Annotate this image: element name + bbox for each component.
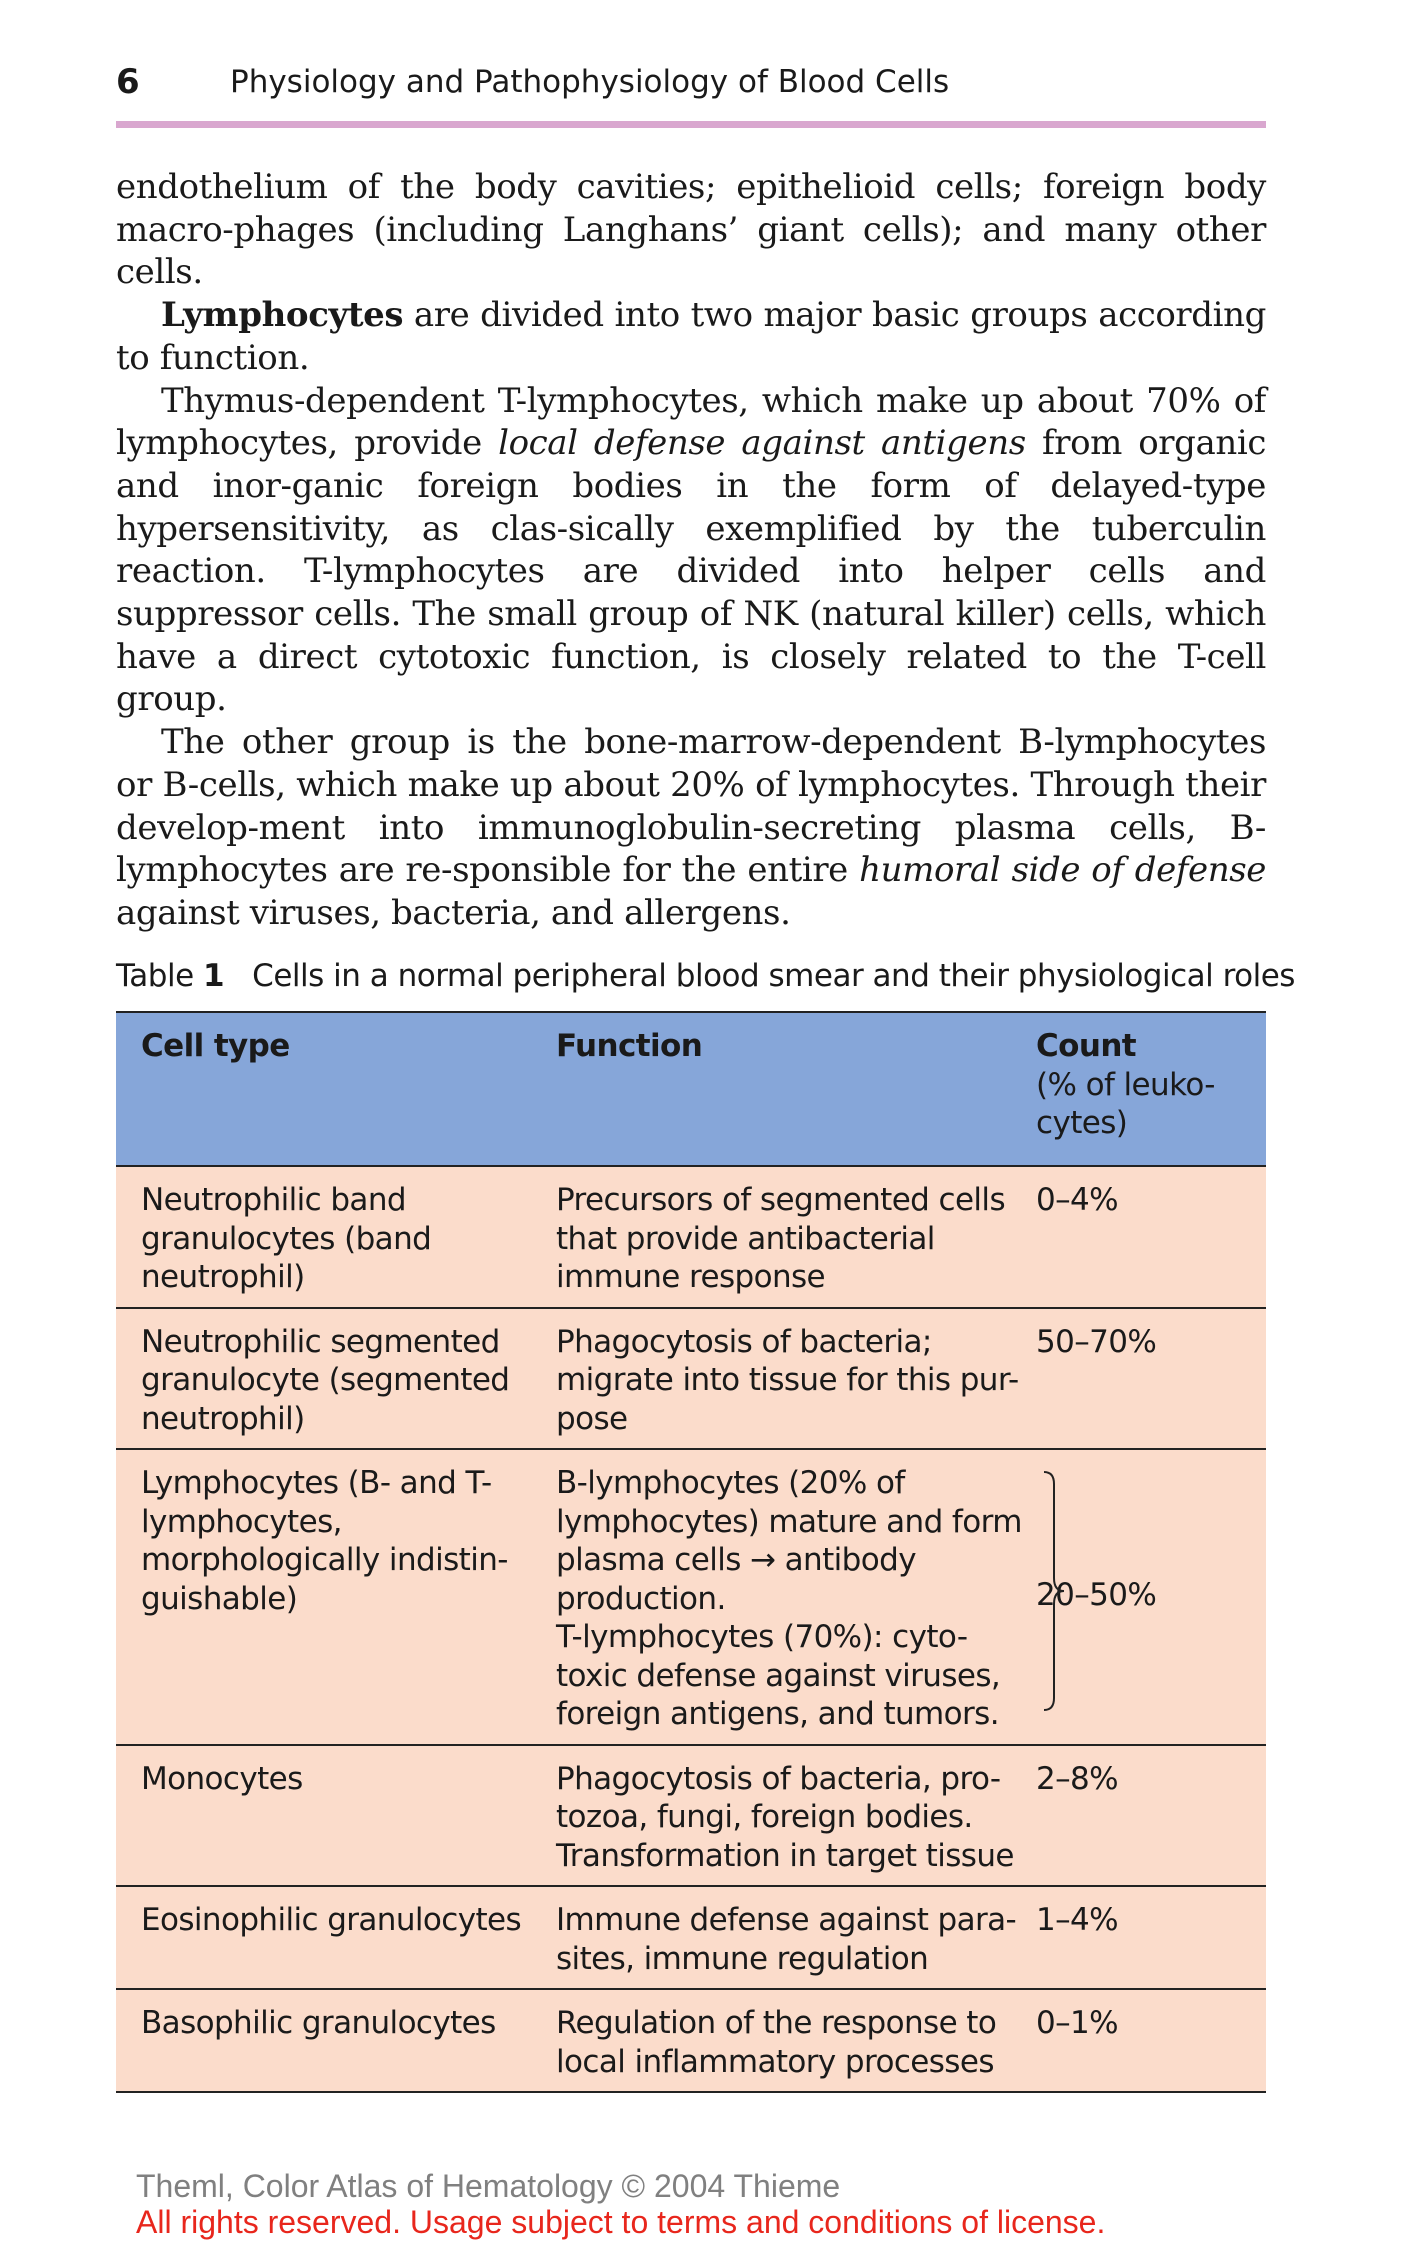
table-row xyxy=(116,1745,1266,1887)
page-header xyxy=(116,62,1266,102)
table-header-row xyxy=(116,1012,1266,1166)
cell-count: 2–8% xyxy=(1036,1760,1119,1797)
cell-type: Basophilic granulocytes xyxy=(141,2005,496,2041)
emphasis-humoral-defense: humoral side of defense xyxy=(859,850,1266,891)
cell-count: 1–4% xyxy=(1036,1902,1119,1938)
header-cell-type: Cell type xyxy=(141,1028,290,1064)
footer-copyright: Theml, Color Atlas of Hematology © 2004 Thieme xyxy=(136,2168,841,2204)
table-row xyxy=(116,1308,1266,1450)
running-title: Physiology and Pathophysiology of Blood Cells xyxy=(230,64,950,100)
cell-type: Neutrophilic band granulocytes (band neutrophil) xyxy=(141,1182,432,1295)
page-number: 6 xyxy=(116,62,140,102)
table-row xyxy=(116,1166,1266,1308)
cell-function xyxy=(556,1449,1036,1745)
cell-count: 50–70% xyxy=(1036,1323,1157,1360)
cell-type: Eosinophilic granulocytes xyxy=(141,1902,522,1938)
paragraph-2: Lymphocytes are divided into two major basic groups according to function. xyxy=(116,295,1266,378)
paragraph-3: Thymus-dependent T-lymphocytes, which make up about 70% of lymphocytes, provide local defense against antigens from organic and inor-ganic foreign bodies in the form of delayed-type hypersensitivity, as clas-sically exemplified by the tuberculin reaction. T-lymphocytes are divided into helper cells and suppressor cells. The small group of NK (natural killer) cells, which have a direct cytotoxic function, is closely related to the T-cell group. xyxy=(116,380,1266,720)
emphasis-local-defense: local defense against antigens xyxy=(498,423,1026,464)
term-lymphocytes: Lymphocytes xyxy=(161,295,404,336)
table-caption: Table 1 Cells in a normal peripheral blood smear and their physiological roles xyxy=(116,958,1295,994)
cell-type: Lymphocytes (B- and T-lymphocytes, morphologically indistin-guishable) xyxy=(141,1465,508,1617)
footer xyxy=(136,2168,1105,2240)
function-t-lymphocytes: T-lymphocytes (70%): cyto-toxic defense against viruses, foreign antigens, and tumors. xyxy=(556,1619,1001,1732)
paragraph-1: endothelium of the body cavities; epithelioid cells; foreign body macro-phages (including Langhans’ giant cells); and many other cells. xyxy=(116,167,1266,293)
table-row xyxy=(116,1989,1266,2092)
cell-function: Regulation of the response to local inflammatory processes xyxy=(556,2005,997,2080)
table-row xyxy=(116,1886,1266,1989)
cell-function: Phagocytosis of bacteria, pro-tozoa, fungi, foreign bodies. Transformation in target tissue xyxy=(556,1760,1014,1874)
table-title: Cells in a normal peripheral blood smear and their physiological roles xyxy=(252,958,1295,994)
table-number: 1 xyxy=(203,958,225,994)
footer-license: All rights reserved. Usage subject to terms and conditions of license. xyxy=(136,2204,1106,2240)
cell-type: Monocytes xyxy=(141,1760,303,1797)
header-count: Count (% of leuko-cytes) xyxy=(1036,1012,1266,1166)
paragraph-4: The other group is the bone-marrow-dependent B-lymphocytes or B-cells, which make up about 20% of lymphocytes. Through their develop-ment into immunoglobulin-secreting plasma cells, B-lymphocytes are re-sponsible for the entire humoral side of defense against viruses, bacteria, and allergens. xyxy=(116,722,1266,933)
body-text xyxy=(116,166,1266,935)
cell-function: Phagocytosis of bacteria; migrate into tissue for this pur-pose xyxy=(556,1323,1019,1437)
cell-count: 0–1% xyxy=(1036,2005,1119,2041)
header-count-sub: (% of leuko-cytes) xyxy=(1036,1066,1215,1141)
header-rule xyxy=(116,121,1266,128)
table-row xyxy=(116,1449,1266,1745)
function-b-lymphocytes: B-lymphocytes (20% of lymphocytes) mature and form plasma cells → antibody production. xyxy=(556,1465,1022,1617)
blood-cells-table xyxy=(116,1011,1266,2093)
cell-count: 0–4% xyxy=(1036,1182,1119,1218)
cell-type: Neutrophilic segmented granulocyte (segmented neutrophil) xyxy=(141,1323,510,1437)
header-function: Function xyxy=(556,1028,703,1064)
cell-count: 20–50% xyxy=(1036,1577,1157,1613)
cell-function: Precursors of segmented cells that provide antibacterial immune response xyxy=(556,1182,1005,1295)
cell-function: Immune defense against para-sites, immune regulation xyxy=(556,1902,1017,1977)
right-brace-icon xyxy=(1042,1470,1068,1712)
